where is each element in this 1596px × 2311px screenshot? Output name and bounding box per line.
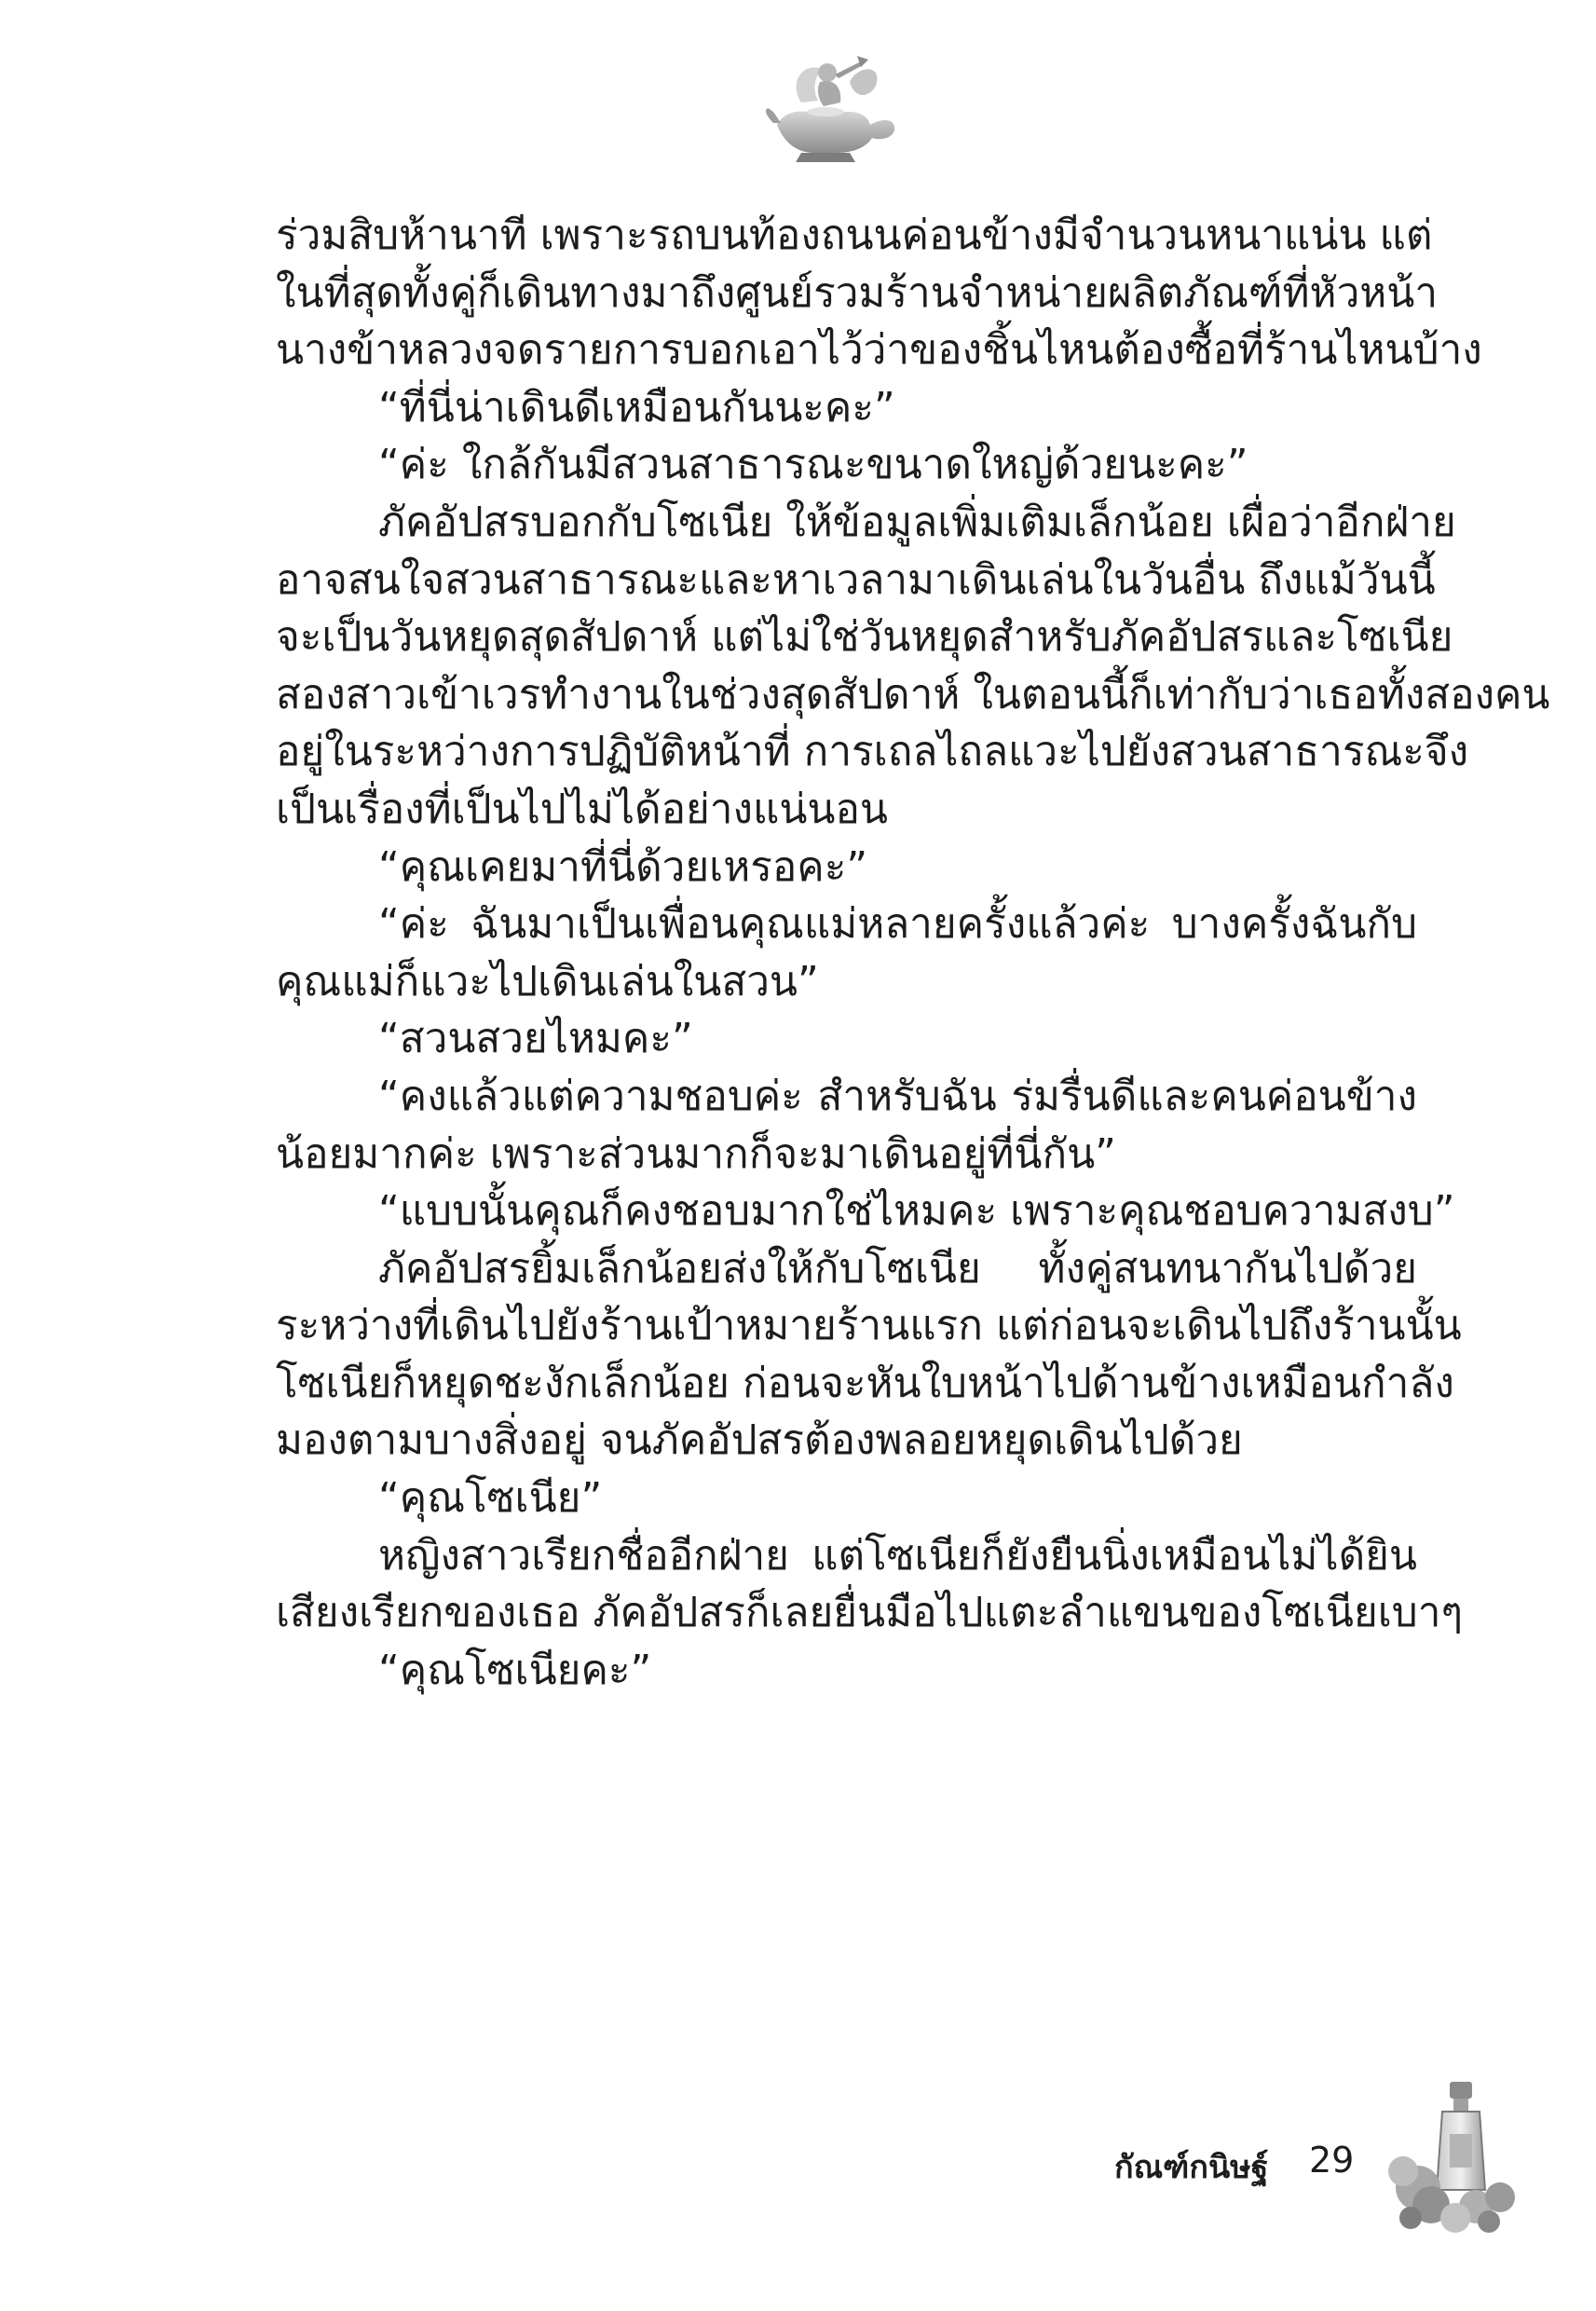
book-title: กัณฑ์กนิษฐ์ — [1114, 2149, 1269, 2186]
paragraph-line: สองสาวเข้าเวรทำงานในช่วงสุดสัปดาห์ ในตอนนี้ก็เท่ากับว่าเธอทั้งสองคน — [276, 670, 1550, 718]
dialogue-line: “คุณเคยมาที่นี่ด้วยเหรอคะ” — [378, 842, 868, 891]
dialogue-line: “ที่นี่น่าเดินดีเหมือนกันนะคะ” — [378, 383, 895, 431]
page-number: 29 — [1309, 2140, 1355, 2181]
paragraph-line: เป็นเรื่องที่เป็นไปไม่ได้อย่างแน่นอน — [276, 785, 888, 833]
dialogue-line: “ค่ะ ใกล้กันมีสวนสาธารณะขนาดใหญ่ด้วยนะคะ” — [378, 441, 1248, 489]
paragraph-line: ภัคอัปสรบอกกับโซเนีย ให้ข้อมูลเพิ่มเติมเล็กน้อย เผื่อว่าอีกฝ่าย — [378, 498, 1456, 546]
dialogue-line: “คุณโซเนีย” — [378, 1474, 603, 1523]
paragraph-line: หญิงสาวเรียกชื่ออีกฝ่าย แต่โซเนียก็ยังยืนนิ่งเหมือนไม่ได้ยิน — [378, 1531, 1417, 1579]
dialogue-line: น้อยมากค่ะ เพราะส่วนมากก็จะมาเดินอยู่ที่นี่กัน” — [276, 1129, 1116, 1178]
paragraph-line: อาจสนใจสวนสาธารณะและหาเวลามาเดินเล่นในวันอื่น ถึงแม้วันนี้ — [276, 555, 1436, 604]
story-text — [276, 207, 1550, 1699]
paragraph-line: ระหว่างที่เดินไปยังร้านเป้าหมายร้านแรก แต่ก่อนจะเดินไปถึงร้านนั้น — [276, 1302, 1462, 1350]
paragraph-line: จะเป็นวันหยุดสุดสัปดาห์ แต่ไม่ใช่วันหยุดสำหรับภัคอัปสรและโซเนีย — [276, 613, 1453, 662]
paragraph-line: นางข้าหลวงจดรายการบอกเอาไว้ว่าของชิ้นไหนต้องซื้อที่ร้านไหนบ้าง — [276, 326, 1482, 375]
perfume-bottle-flowers-icon — [1385, 2078, 1524, 2236]
paragraph-line: โซเนียก็หยุดชะงักเล็กน้อย ก่อนจะหันใบหน้าไปด้านข้างเหมือนกำลัง — [276, 1359, 1454, 1407]
dialogue-line: “คงแล้วแต่ความชอบค่ะ สำหรับฉัน ร่มรื่นดีและคนค่อนข้าง — [378, 1072, 1417, 1120]
paragraph-line: ในที่สุดทั้งคู่ก็เดินทางมาถึงศูนย์รวมร้านจำหน่ายผลิตภัณฑ์ที่หัวหน้า — [276, 268, 1439, 317]
dialogue-line: “สวนสวยไหมคะ” — [378, 1015, 693, 1063]
dialogue-line: “คุณโซเนียคะ” — [378, 1646, 652, 1694]
dialogue-line: “ค่ะ ฉันมาเป็นเพื่อนคุณแม่หลายครั้งแล้วค่ะ บางครั้งฉันกับ — [378, 900, 1417, 949]
paragraph-line: อยู่ในระหว่างการปฏิบัติหน้าที่ การเถลไถลแวะไปยังสวนสาธารณะจึง — [276, 728, 1469, 776]
dialogue-line: คุณแม่ก็แวะไปเดินเล่นในสวน” — [276, 957, 819, 1005]
paragraph-line: ร่วมสิบห้านาที เพราะรถบนท้องถนนค่อนข้างมีจำนวนหนาแน่น แต่ — [276, 212, 1433, 259]
paragraph-line: มองตามบางสิ่งอยู่ จนภัคอัปสรต้องพลอยหยุดเดินไปด้วย — [276, 1416, 1243, 1465]
paragraph-line: เสียงเรียกของเธอ ภัคอัปสรก็เลยยื่นมือไปแตะลำแขนของโซเนียเบาๆ — [276, 1589, 1464, 1637]
cupid-lamp-ornament-icon — [764, 45, 904, 168]
paragraph-line: ภัคอัปสรยิ้มเล็กน้อยส่งให้กับโซเนีย ทั้งคู่สนทนากันไปด้วย — [378, 1244, 1417, 1292]
dialogue-line: “แบบนั้นคุณก็คงชอบมากใช่ไหมคะ เพราะคุณชอบความสงบ” — [378, 1187, 1455, 1236]
